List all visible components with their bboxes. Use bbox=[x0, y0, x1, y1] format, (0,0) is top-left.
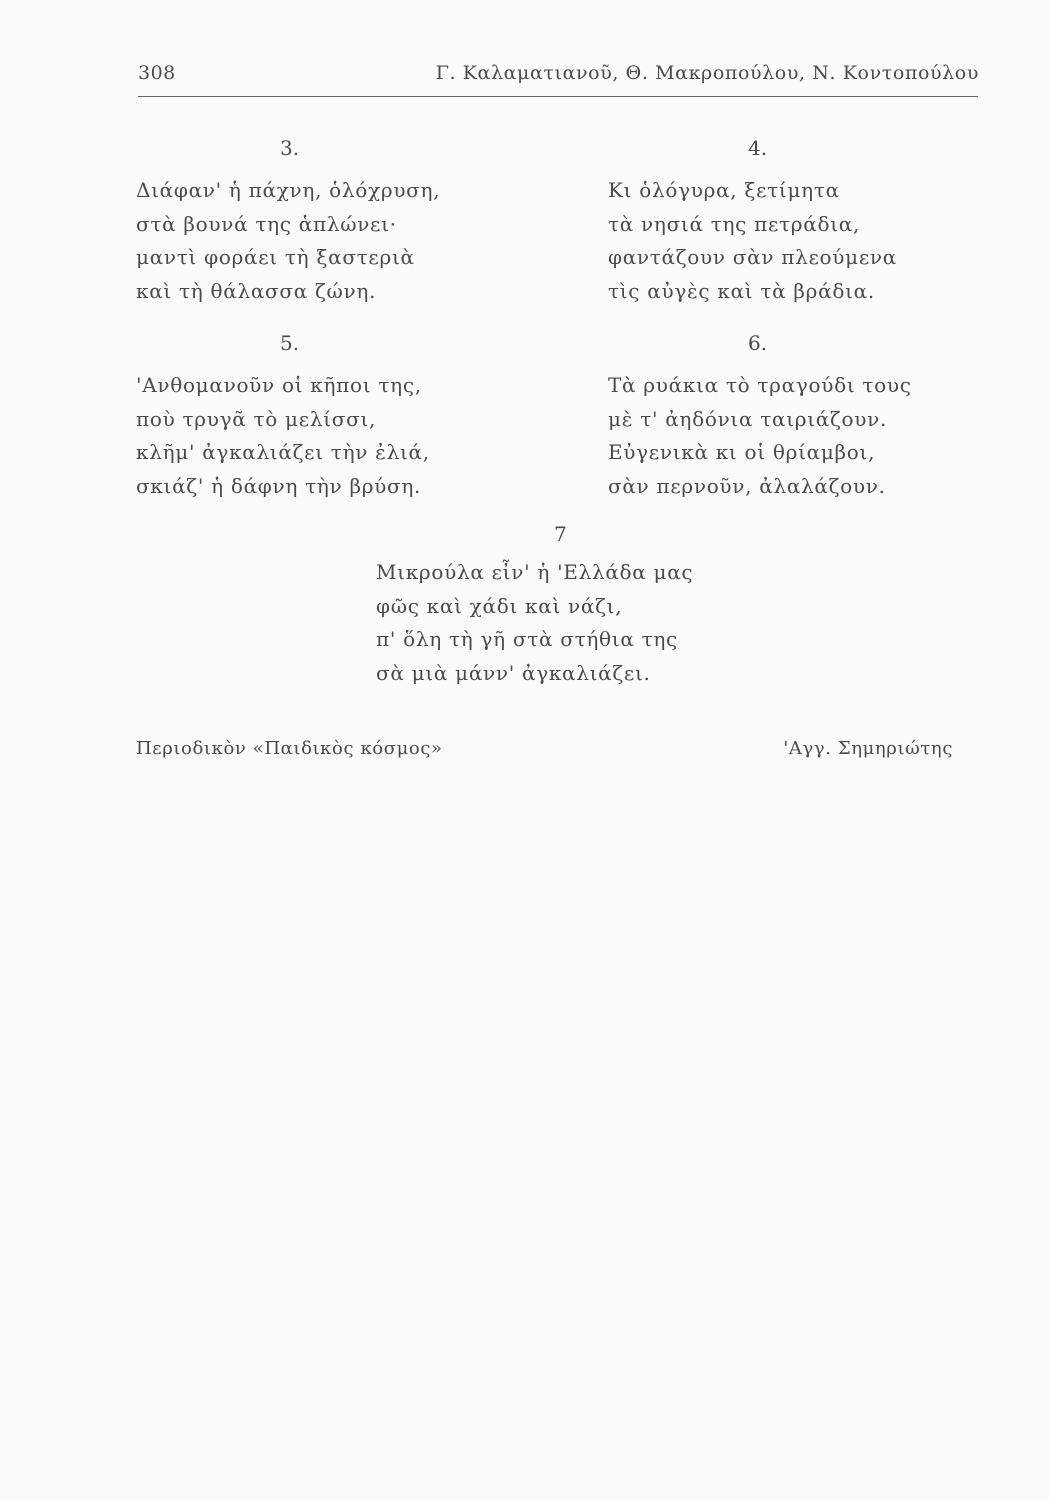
verse-line: π' ὅλη τὴ γῆ στὰ στήθια της bbox=[376, 627, 678, 651]
verse-line: 'Ανθομανοῦν οἱ κῆποι της, bbox=[136, 373, 422, 397]
running-title: Γ. Καλαματιανοῦ, Θ. Μακροπούλου, Ν. Κοντοπούλου bbox=[435, 62, 979, 84]
verse-line: Τὰ ρυάκια τὸ τραγούδι τους bbox=[608, 373, 912, 397]
stanza-3 bbox=[136, 138, 516, 308]
stanza-4 bbox=[608, 138, 988, 308]
stanza-7 bbox=[376, 524, 756, 690]
verse-line: Μικρούλα εἶν' ἡ 'Ελλάδα μας bbox=[376, 560, 694, 584]
verse-line: σὰ μιὰ μάνν' ἀγκαλιάζει. bbox=[376, 660, 651, 685]
page-number: 308 bbox=[138, 62, 176, 84]
stanza-number: 5. bbox=[280, 331, 300, 355]
header-rule bbox=[138, 96, 978, 97]
verse-line: μὲ τ' ἀηδόνια ταιριάζουν. bbox=[608, 406, 888, 431]
stanza-5 bbox=[136, 333, 516, 503]
stanza-6 bbox=[608, 333, 988, 503]
verse-line: τὰ νησιά της πετράδια, bbox=[608, 211, 861, 236]
verse-line: μαντὶ φοράει τὴ ξαστεριὰ bbox=[136, 245, 415, 269]
verse-line: σκιάζ' ἡ δάφνη τὴν βρύση. bbox=[136, 473, 422, 498]
verse-line: στὰ βουνά της ἁπλώνει· bbox=[136, 211, 397, 236]
verse-line: καὶ τὴ θάλασσα ζώνη. bbox=[136, 278, 377, 303]
verse-line: τὶς αὐγὲς καὶ τὰ βράδια. bbox=[608, 278, 875, 303]
stanza-number: 7 bbox=[554, 522, 567, 546]
author-attribution: 'Αγγ. Σημηριώτης bbox=[783, 738, 953, 759]
stanza-number: 6. bbox=[748, 331, 768, 355]
stanza-number: 4. bbox=[748, 136, 768, 160]
verse-line: Κι ὁλόγυρα, ξετίμητα bbox=[608, 178, 840, 202]
source-attribution: Περιοδικὸν «Παιδικὸς κόσμος» bbox=[136, 738, 443, 759]
verse-line: Εὐγενικὰ κι οἱ θρίαμβοι, bbox=[608, 440, 876, 464]
verse-line: φῶς καὶ χάδι καὶ νάζι, bbox=[376, 593, 623, 618]
verse-line: Διάφαν' ἡ πάχνη, ὁλόχρυση, bbox=[136, 178, 441, 202]
stanza-number: 3. bbox=[280, 136, 300, 160]
verse-line: ποὺ τρυγᾶ τὸ μελίσσι, bbox=[136, 406, 377, 431]
verse-line: κλῆμ' ἀγκαλιάζει τὴν ἐλιά, bbox=[136, 440, 430, 464]
verse-line: σὰν περνοῦν, ἀλαλάζουν. bbox=[608, 473, 886, 498]
verse-line: φαντάζουν σὰν πλεούμενα bbox=[608, 245, 897, 269]
